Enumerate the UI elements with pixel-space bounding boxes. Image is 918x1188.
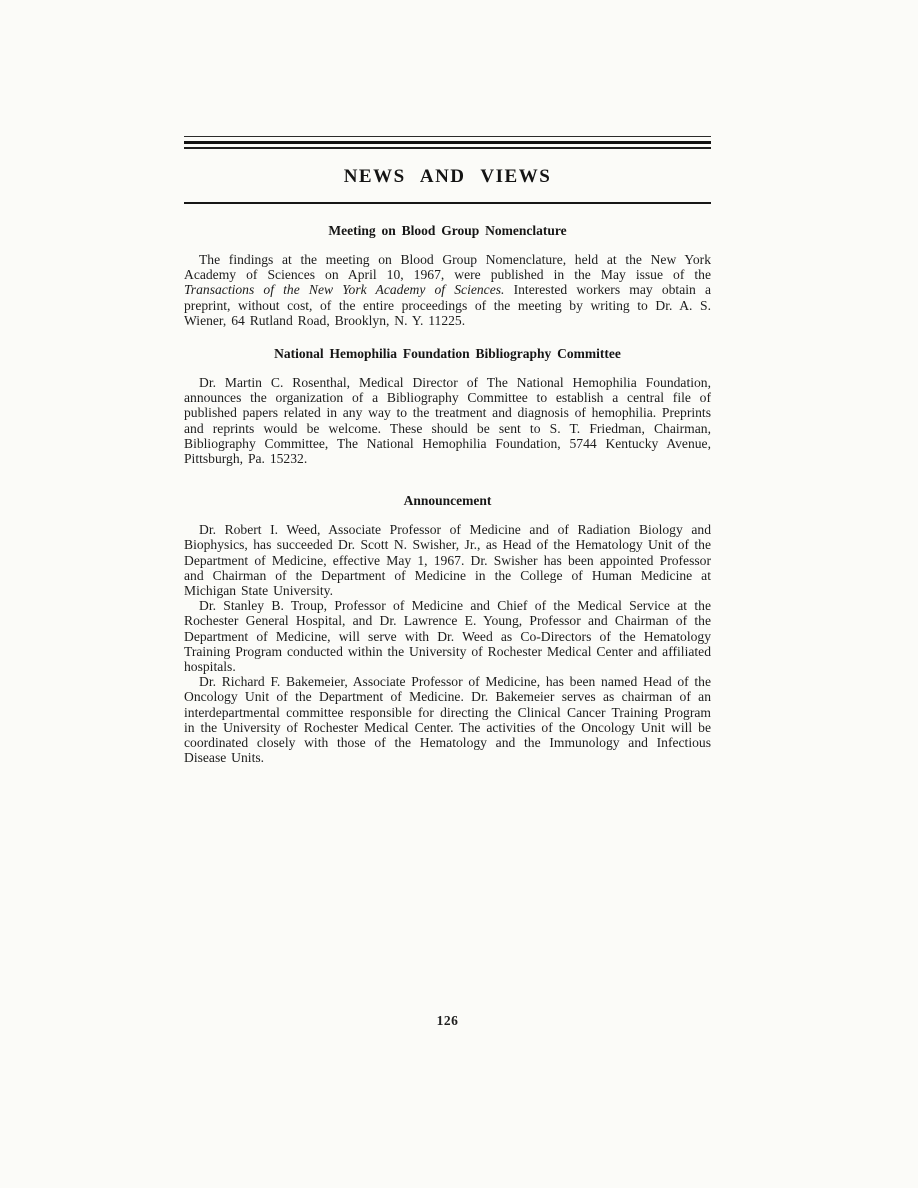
paragraph-announcement-weed: Dr. Robert I. Weed, Associate Professor of Medicine and of Radiation Biology and Biophysics, has succeeded Dr. Scott N. Swisher, Jr., as Head of the Hematology Unit of the Department of Medicine, effective May 1, 1967. Dr. Swisher has been appointed Professor and Chairman of the Department of Medicine in the College of Human Medicine at Michigan State University. — [184, 522, 711, 599]
top-triple-rule — [184, 136, 711, 149]
page-title: NEWS AND VIEWS — [343, 166, 552, 187]
paragraph-hemophilia: Dr. Martin C. Rosenthal, Medical Director of The National Hemophilia Foundation, announces the organization of a Bibliography Committee to establish a central file of published papers related in any way to the treatment and diagnosis of hemophilia. Preprints and reprints would be welcome. These should be sent to S. T. Friedman, Chairman, Bibliography Committee, The National Hemophilia Foundation, 5744 Kentucky Avenue, Pittsburgh, Pa. 15232. — [184, 375, 711, 467]
journal-title-italic: Transactions of the New York Academy of Sciences. — [184, 282, 505, 298]
paragraph-blood-group — [184, 252, 711, 328]
rule-line — [184, 141, 711, 144]
section-heading-blood-group-nomenclature: Meeting on Blood Group Nomenclature — [328, 223, 567, 238]
page-content — [184, 136, 711, 765]
rule-line — [184, 147, 711, 149]
section-heading-announcement: Announcement — [403, 493, 492, 509]
paragraph-text: The findings at the meeting on Blood Group Nomenclature, held at the New York Academy of Sciences on April 10, 1967, were published in the May issue of the — [184, 252, 711, 283]
paragraph-text: Interested workers may obtain a preprint, without cost, of the entire proceedings of the meeting by writing to Dr. A. S. Wiener, 64 Rutland Road, Brooklyn, N. Y. 11225. — [184, 282, 711, 328]
rule-line — [184, 136, 711, 137]
section-heading-hemophilia-bibliography: National Hemophilia Foundation Bibliography Committee — [274, 346, 621, 362]
page-number: 126 — [436, 1013, 459, 1028]
title-rule — [184, 202, 711, 204]
paragraph-announcement-troup: Dr. Stanley B. Troup, Professor of Medicine and Chief of the Medical Service at the Rochester General Hospital, and Dr. Lawrence E. Young, Professor and Chairman of the Department of Medicine, will serve with Dr. Weed as Co-Directors of the Hematology Training Program conducted within the University of Rochester Medical Center and affiliated hospitals. — [184, 598, 711, 675]
paragraph-announcement-bakemeier: Dr. Richard F. Bakemeier, Associate Professor of Medicine, has been named Head of the Oncology Unit of the Department of Medicine. Dr. Bakemeier serves as chairman of an interdepartmental committee responsible for directing the Clinical Cancer Training Program in the University of Rochester Medical Center. The activities of the Oncology Unit will be coordinated closely with those of the Hematology and the Immunology and Infectious Disease Units. — [184, 674, 711, 766]
